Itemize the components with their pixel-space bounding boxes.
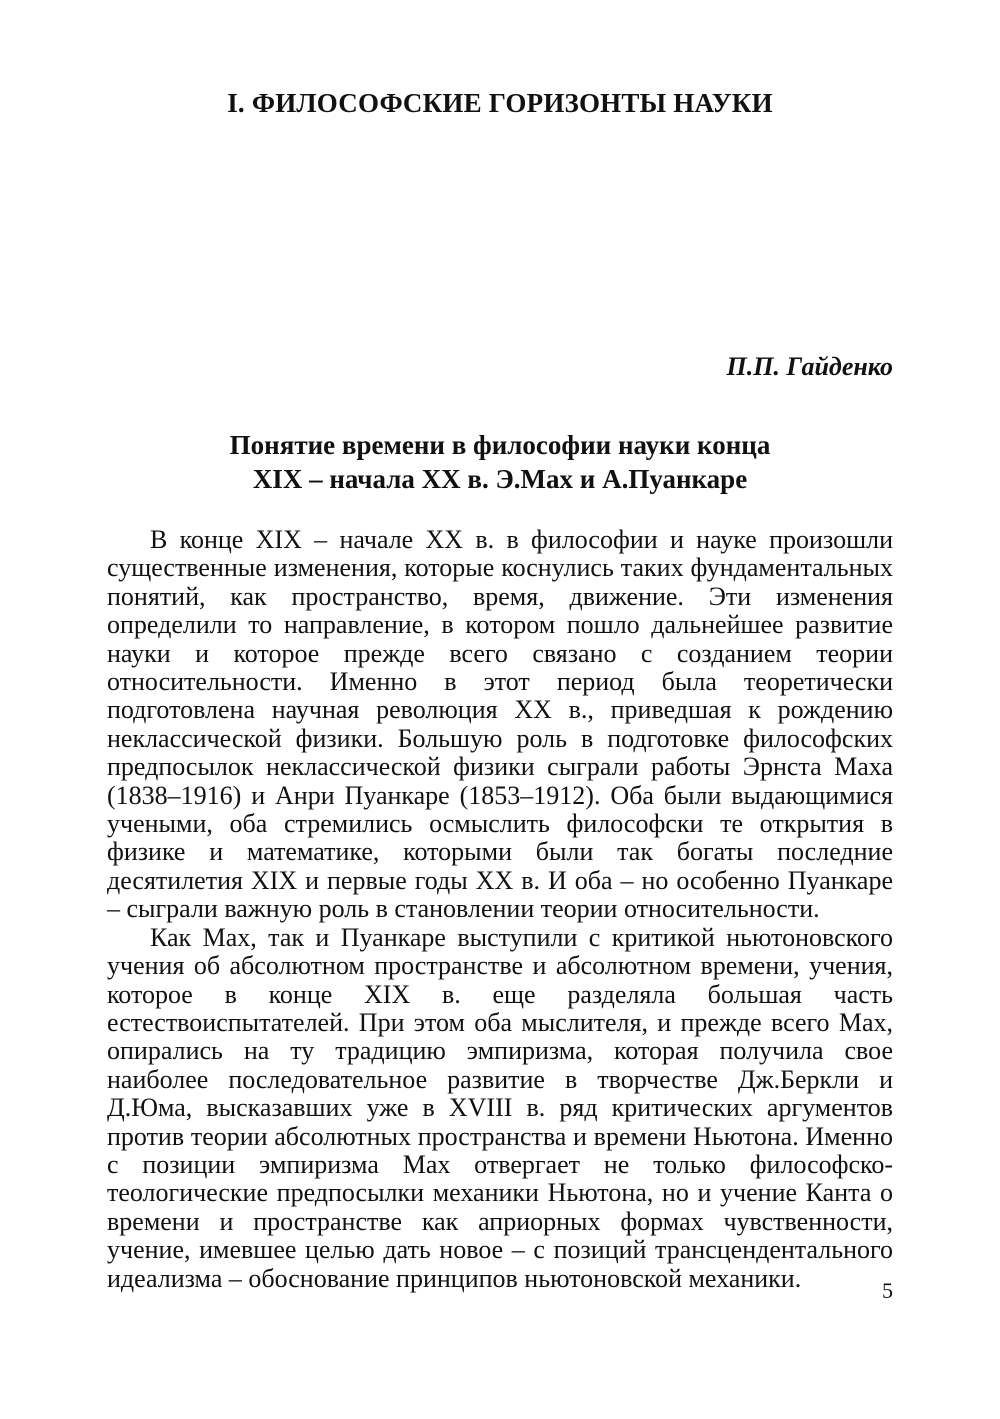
page-number: 5 [882, 1278, 893, 1303]
article-title [0, 428, 1000, 496]
paragraph: Как Мах, так и Пуанкаре выступили с критикой ньютоновского учения об абсолютном пространстве и абсолютном времени, учения, которое в конце XIX в. еще разделяла большая часть естествоиспытателей. При этом оба мыслителя, и прежде всего Мах, опирались на ту традицию эмпиризма, которая получила свое наиболее последовательное развитие в творчестве Дж.Беркли и Д.Юма, высказавших уже в XVIII в. ряд критических аргументов против теории абсолютных пространства и времени Ньютона. Именно с позиции эмпиризма Мах отвергает не только философско-теологические предпосылки механики Ньютона, но и учение Канта о времени и пространстве как априорных формах чувственности, учение, имевшее целью дать новое – с позиций трансцендентального идеализма – обоснование принципов ньютоновской механики. [107, 922, 893, 1293]
article-body [107, 526, 893, 1293]
author-name: П.П. Гайденко [726, 352, 893, 381]
article-title-line-2: XIX – начала XX в. Э.Мах и А.Пуанкаре [252, 464, 748, 494]
article-title-line-1: Понятие времени в философии науки конца [229, 430, 771, 460]
paragraph: В конце XIX – начале XX в. в философии и науке произошли существенные изменения, которые коснулись таких фундаментальных понятий, как пространство, время, движение. Эти изменения определили то направление, в котором пошло дальнейшее развитие науки и которое прежде всего связано с созданием теории относительности. Именно в этот период была теоретически подготовлена научная революция XX в., приведшая к рождению неклассической физики. Большую роль в подготовке философских предпосылок неклассической физики сыграли работы Эрнста Маха (1838–1916) и Анри Пуанкаре (1853–1912). Оба были выдающимися учеными, оба стремились осмыслить философски те открытия в физике и математике, которыми были так богаты последние десятилетия XIX и первые годы XX в. И оба – но особенно Пуанкаре – сыграли важную роль в становлении теории относительности. [107, 525, 893, 924]
section-heading: I. ФИЛОСОФСКИЕ ГОРИЗОНТЫ НАУКИ [227, 88, 773, 118]
